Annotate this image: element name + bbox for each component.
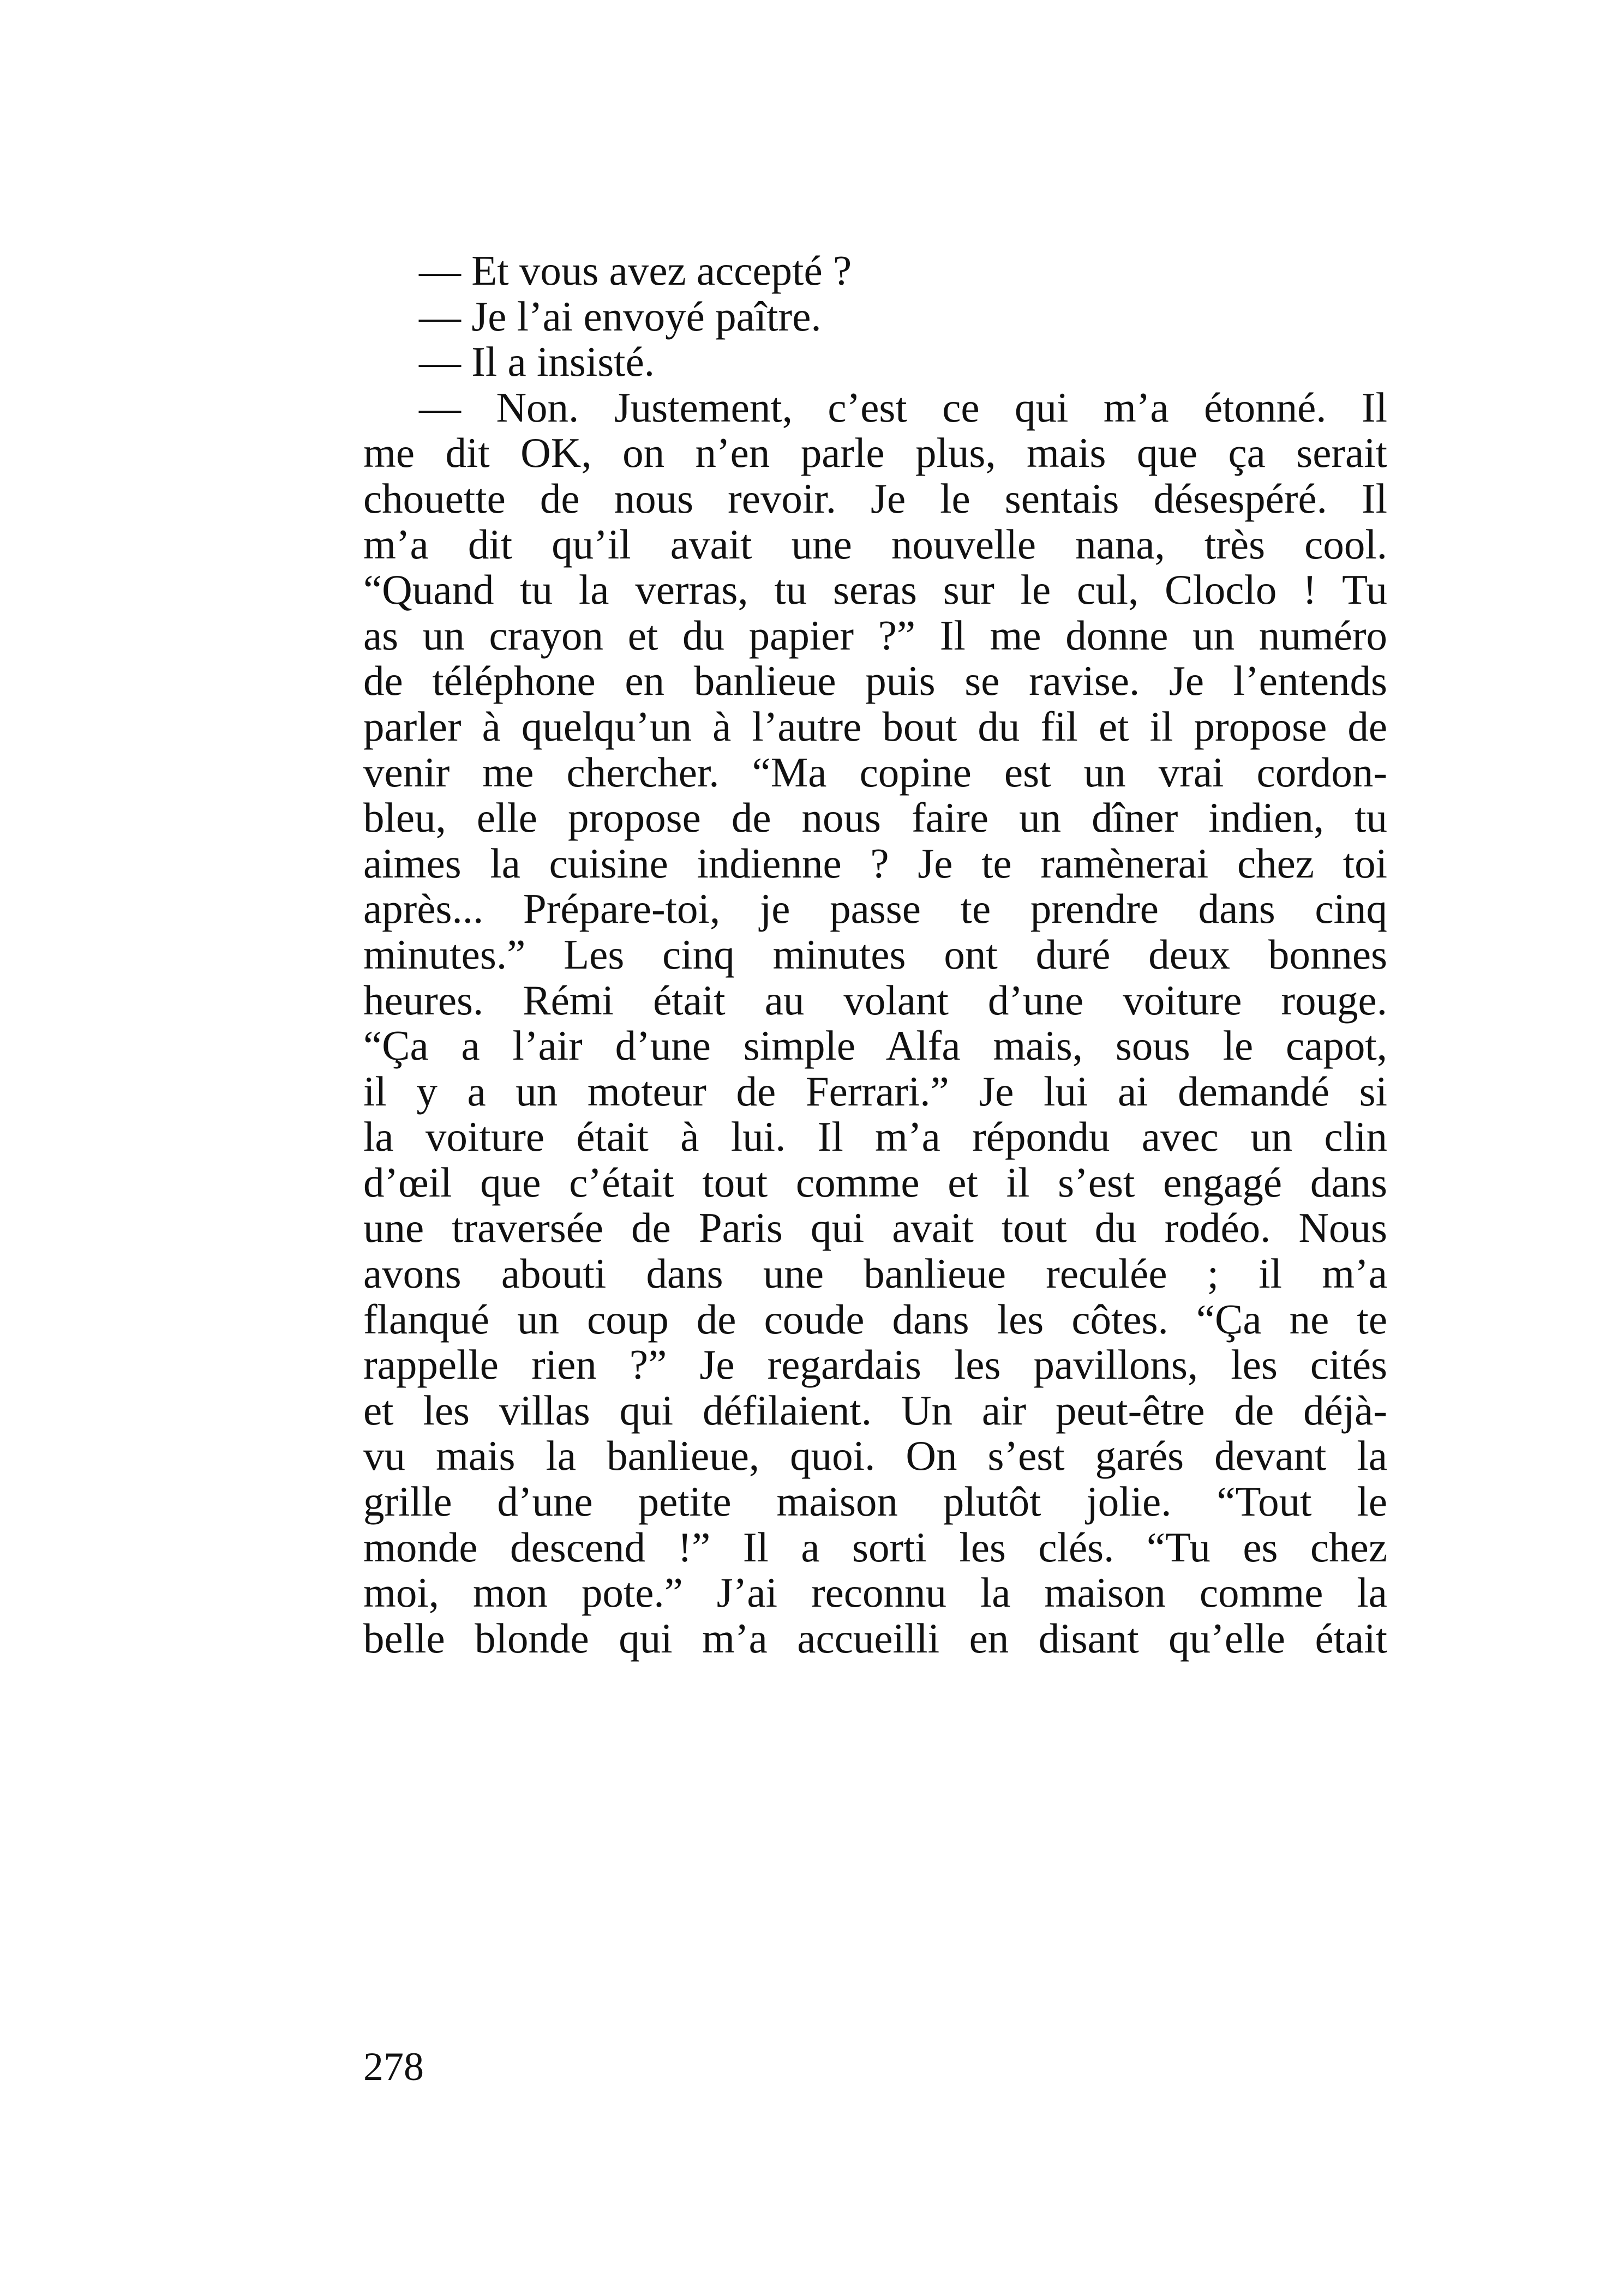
text-line: belle blonde qui m’a accueilli en disant qu’elle était (363, 1614, 1387, 1662)
text-line: — Et vous avez accepté ? (419, 247, 852, 294)
text-line: parler à quelqu’un à l’autre bout du fil et il propose de (363, 702, 1387, 750)
text-line: moi, mon pote.” J’ai reconnu la maison comme la (363, 1569, 1387, 1616)
text-line: après... Prépare-toi, je passe te prendre dans cinq (363, 885, 1387, 933)
text-line: chouette de nous revoir. Je le sentais désespéré. Il (363, 474, 1387, 522)
text-line: bleu, elle propose de nous faire un dîner indien, tu (363, 794, 1387, 842)
body-text (363, 248, 1387, 1661)
text-line: monde descend !” Il a sorti les clés. “Tu es chez (363, 1523, 1387, 1571)
text-line: aimes la cuisine indienne ? Je te ramènerai chez toi (363, 839, 1387, 887)
text-line: heures. Rémi était au volant d’une voiture rouge. (363, 976, 1387, 1024)
text-line: — Il a insisté. (419, 338, 655, 386)
text-line: — Non. Justement, c’est ce qui m’a étonné. Il (419, 383, 1387, 431)
text-line: venir me chercher. “Ma copine est un vrai cordon- (363, 748, 1387, 796)
text-line: et les villas qui défilaient. Un air peut-être de déjà- (363, 1386, 1387, 1434)
text-line: grille d’une petite maison plutôt jolie. “Tout le (363, 1478, 1387, 1525)
page-number: 278 (363, 2045, 424, 2089)
text-line: rappelle rien ?” Je regardais les pavillons, les cités (363, 1341, 1387, 1389)
text-line: vu mais la banlieue, quoi. On s’est garés devant la (363, 1432, 1387, 1480)
text-line: de téléphone en banlieue puis se ravise. Je l’entends (363, 657, 1387, 705)
text-line: “Ça a l’air d’une simple Alfa mais, sous le capot, (363, 1022, 1387, 1069)
text-line: — Je l’ai envoyé paître. (419, 292, 822, 340)
text-line: il y a un moteur de Ferrari.” Je lui ai demandé si (363, 1067, 1387, 1115)
text-line: m’a dit qu’il avait une nouvelle nana, très cool. (363, 520, 1387, 568)
text-line: une traversée de Paris qui avait tout du rodéo. Nous (363, 1204, 1387, 1252)
text-line: “Quand tu la verras, tu seras sur le cul, Cloclo ! Tu (363, 566, 1387, 614)
text-line: avons abouti dans une banlieue reculée ; il m’a (363, 1250, 1387, 1297)
text-line: la voiture était à lui. Il m’a répondu avec un clin (363, 1113, 1387, 1161)
text-line: d’œil que c’était tout comme et il s’est engagé dans (363, 1158, 1387, 1206)
text-line: as un crayon et du papier ?” Il me donne un numéro (363, 611, 1387, 659)
text-line: flanqué un coup de coude dans les côtes. “Ça ne te (363, 1295, 1387, 1343)
text-line: me dit OK, on n’en parle plus, mais que ça serait (363, 429, 1387, 477)
text-line: minutes.” Les cinq minutes ont duré deux bonnes (363, 930, 1387, 978)
